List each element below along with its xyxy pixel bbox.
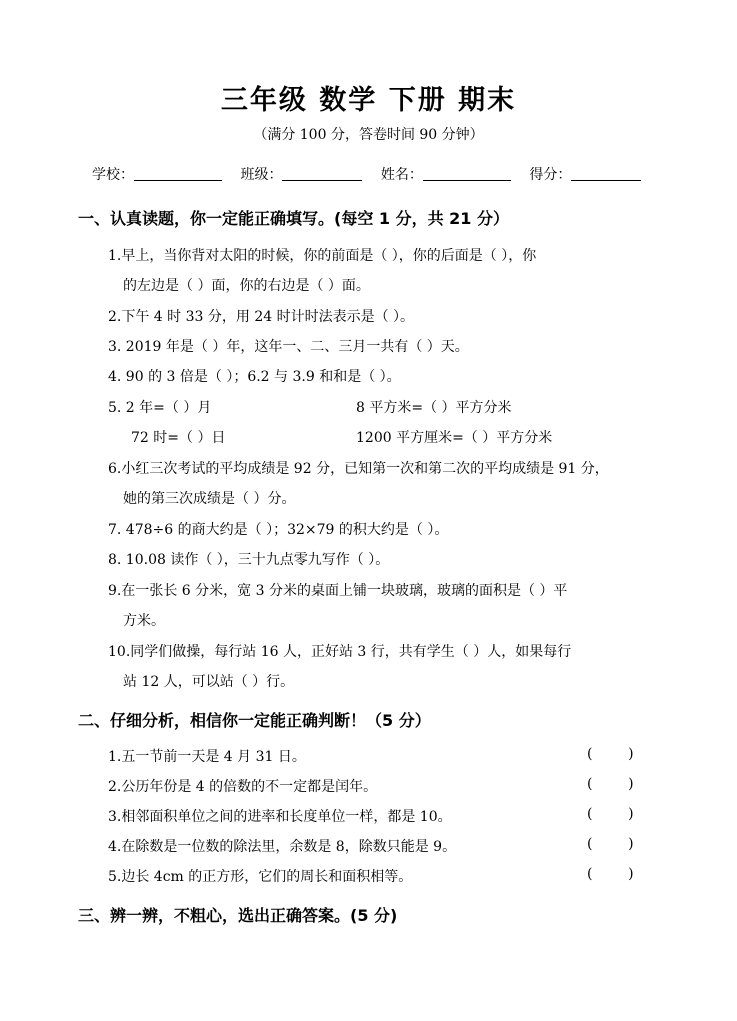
exam-title: 三年级 数学 下册 期末 — [220, 85, 517, 116]
class-label: 班级： — [240, 167, 283, 183]
q5-line1-left: 5. 2 年=（ ）月 — [108, 400, 212, 416]
q8-line: 8. 10.08 读作（ ），三十九点零九写作（ ）。 — [108, 552, 390, 568]
score-label: 得分： — [529, 167, 572, 183]
class-blank[interactable] — [282, 166, 362, 181]
judge-item-1: 1.五一节前一天是 4 月 31 日。 — [108, 749, 306, 765]
section2-heading: 二、仔细分析，相信你一定能正确判断！（5 分） — [78, 711, 431, 730]
judge-answer-5[interactable]: ( ) — [587, 866, 634, 882]
judge-answer-3[interactable]: ( ) — [587, 806, 634, 822]
q1-line1: 1.早上，当你背对太阳的时候，你的前面是（ ），你的后面是（ ），你 — [108, 248, 537, 264]
q10-line2: 站 12 人，可以站（ ）行。 — [123, 674, 295, 690]
name-blank[interactable] — [423, 166, 511, 181]
q5-line2-left: 72 时=（ ）日 — [131, 430, 226, 446]
q5-line2-right: 1200 平方厘米=（ ）平方分米 — [356, 430, 553, 446]
school-blank[interactable] — [134, 166, 222, 181]
judge-item-5: 5.边长 4cm 的正方形，它们的周长和面积相等。 — [108, 869, 413, 885]
school-label: 学校： — [92, 167, 134, 183]
section3-heading: 三、辨一辨，不粗心，选出正确答案。(5 分) — [78, 906, 398, 925]
q7-line: 7. 478÷6 的商大约是（ ）；32×79 的积大约是（ ）。 — [108, 522, 449, 538]
q6-line1: 6.小红三次考试的平均成绩是 92 分，已知第一次和第二次的平均成绩是 91 分， — [108, 461, 609, 477]
judge-item-2: 2.公历年份是 4 的倍数的不一定都是闰年。 — [108, 779, 378, 795]
exam-subtitle: （满分 100 分，答卷时间 90 分钟） — [253, 127, 484, 143]
q4-line: 4. 90 的 3 倍是（ ）；6.2 与 3.9 和和是（ ）。 — [108, 369, 401, 385]
q9-line2: 方米。 — [123, 613, 165, 629]
judge-answer-4[interactable]: ( ) — [587, 836, 634, 852]
q9-line1: 9.在一张长 6 分米，宽 3 分米的桌面上铺一块玻璃，玻璃的面积是（ ）平 — [108, 583, 568, 599]
score-blank[interactable] — [571, 166, 641, 181]
judge-answer-2[interactable]: ( ) — [587, 776, 634, 792]
judge-item-3: 3.相邻面积单位之间的进率和长度单位一样，都是 10。 — [108, 809, 452, 825]
q1-line2: 的左边是（ ）面，你的右边是（ ）面。 — [123, 278, 370, 294]
judge-answer-1[interactable]: ( ) — [587, 746, 634, 762]
q5-line1-right: 8 平方米=（ ）平方分米 — [356, 400, 512, 416]
q2-line: 2.下午 4 时 33 分，用 24 时计时法表示是（ ）。 — [108, 309, 415, 325]
section1-heading: 一、认真读题，你一定能正确填写。(每空 1 分，共 21 分） — [78, 209, 509, 228]
q6-line2: 她的第三次成绩是（ ）分。 — [123, 491, 296, 507]
name-label: 姓名： — [380, 167, 423, 183]
q10-line1: 10.同学们做操，每行站 16 人，正好站 3 行，共有学生（ ）人，如果每行 — [108, 644, 572, 660]
q3-line: 3. 2019 年是（ ）年，这年一、二、三月一共有（ ）天。 — [108, 339, 469, 355]
student-info-line — [92, 164, 655, 184]
judge-item-4: 4.在除数是一位数的除法里，余数是 8，除数只能是 9。 — [108, 839, 457, 855]
